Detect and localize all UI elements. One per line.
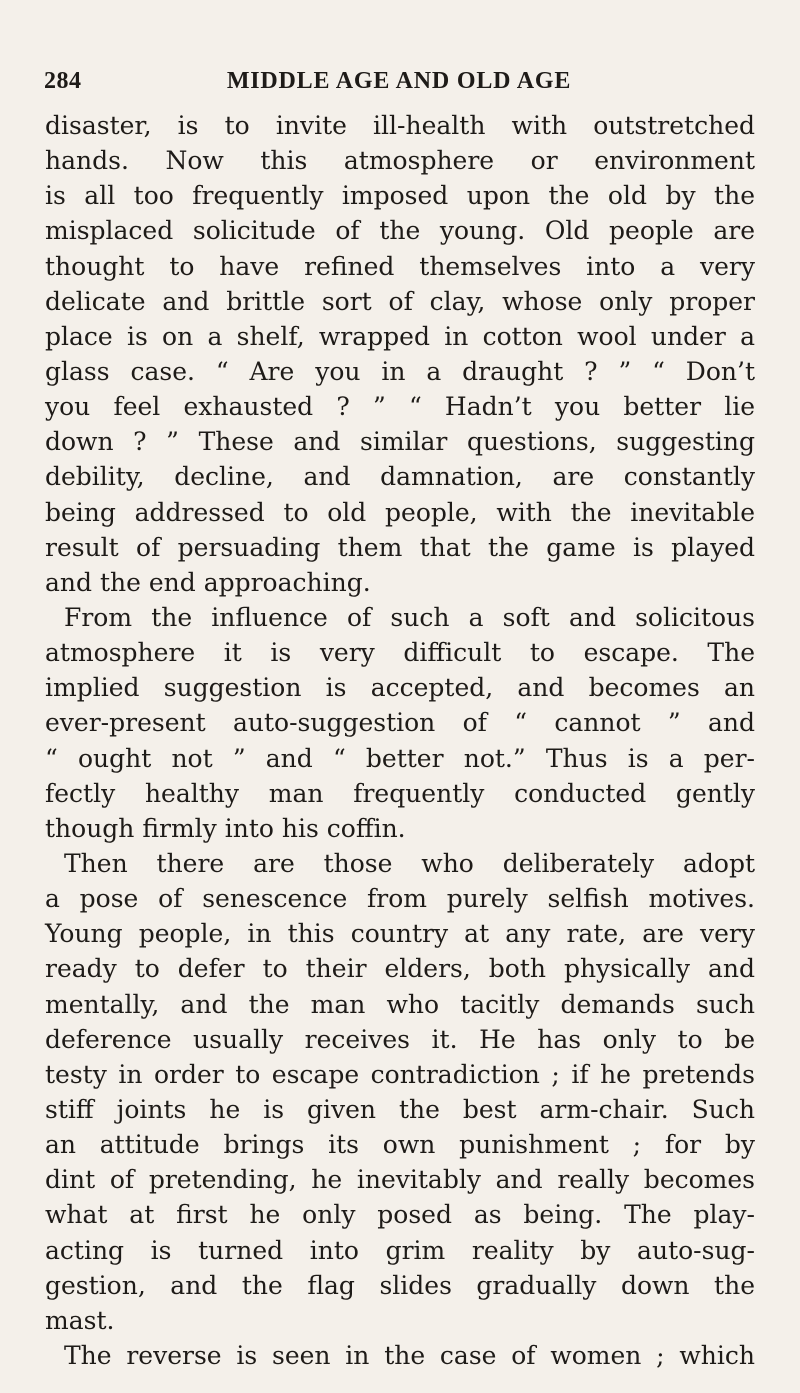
- page-header: [44, 68, 754, 104]
- body-text: [45, 108, 755, 1373]
- running-head: MIDDLE AGE AND OLD AGE: [226, 68, 572, 94]
- text-line: ever-present auto-suggestion of “ cannot ” and: [45, 708, 755, 738]
- text-line: implied suggestion is accepted, and becomes an: [45, 673, 755, 703]
- text-line: an attitude brings its own punishment ; for by: [45, 1130, 755, 1160]
- text-line: delicate and brittle sort of clay, whose only proper: [45, 286, 755, 316]
- text-line: place is on a shelf, wrapped in cotton wool under a: [45, 321, 755, 351]
- text-line: a pose of senescence from purely selfish motives.: [45, 884, 755, 914]
- text-line: Young people, in this country at any rate, are very: [45, 919, 755, 949]
- text-line: is all too frequently imposed upon the old by the: [45, 181, 755, 211]
- text-line: The reverse is seen in the case of women ; which: [64, 1340, 755, 1370]
- text-line: ready to defer to their elders, both physically and: [45, 954, 755, 984]
- text-line: result of persuading them that the game is played: [45, 532, 755, 562]
- text-line: mast.: [45, 1305, 115, 1335]
- text-line: gestion, and the flag slides gradually down the: [45, 1270, 755, 1300]
- text-line: down ? ” These and similar questions, suggesting: [45, 427, 755, 457]
- text-line: “ ought not ” and “ better not.” Thus is a per-: [45, 743, 755, 773]
- text-line: atmosphere it is very difficult to escape. The: [45, 638, 755, 668]
- text-line: stiff joints he is given the best arm-chair. Such: [45, 1094, 755, 1124]
- text-line: acting is turned into grim reality by auto-sug-: [45, 1235, 755, 1265]
- text-line: thought to have refined themselves into a very: [45, 251, 755, 281]
- text-line: being addressed to old people, with the inevitable: [45, 497, 755, 527]
- text-line: testy in order to escape contradiction ; if he pretends: [45, 1059, 755, 1089]
- page-number: 284: [44, 68, 82, 94]
- text-line: mentally, and the man who tacitly demands such: [45, 989, 755, 1019]
- text-line: From the influence of such a soft and solicitous: [64, 602, 755, 632]
- text-line: deference usually receives it. He has only to be: [45, 1024, 755, 1054]
- text-line: you feel exhausted ? ” “ Hadn’t you better lie: [45, 392, 755, 422]
- text-line: hands. Now this atmosphere or environment: [45, 146, 755, 176]
- text-line: glass case. “ Are you in a draught ? ” “ Don’t: [45, 356, 755, 386]
- text-line: though firmly into his coffin.: [45, 813, 406, 843]
- text-line: Then there are those who deliberately adopt: [64, 848, 755, 878]
- text-line: fectly healthy man frequently conducted gently: [45, 778, 755, 808]
- text-line: and the end approaching.: [45, 567, 371, 597]
- text-line: dint of pretending, he inevitably and really becomes: [45, 1165, 755, 1195]
- text-line: disaster, is to invite ill-health with outstretched: [45, 111, 755, 140]
- text-line: what at first he only posed as being. The play-: [45, 1200, 755, 1230]
- text-line: misplaced solicitude of the young. Old people are: [45, 216, 755, 246]
- text-line: debility, decline, and damnation, are constantly: [45, 462, 755, 492]
